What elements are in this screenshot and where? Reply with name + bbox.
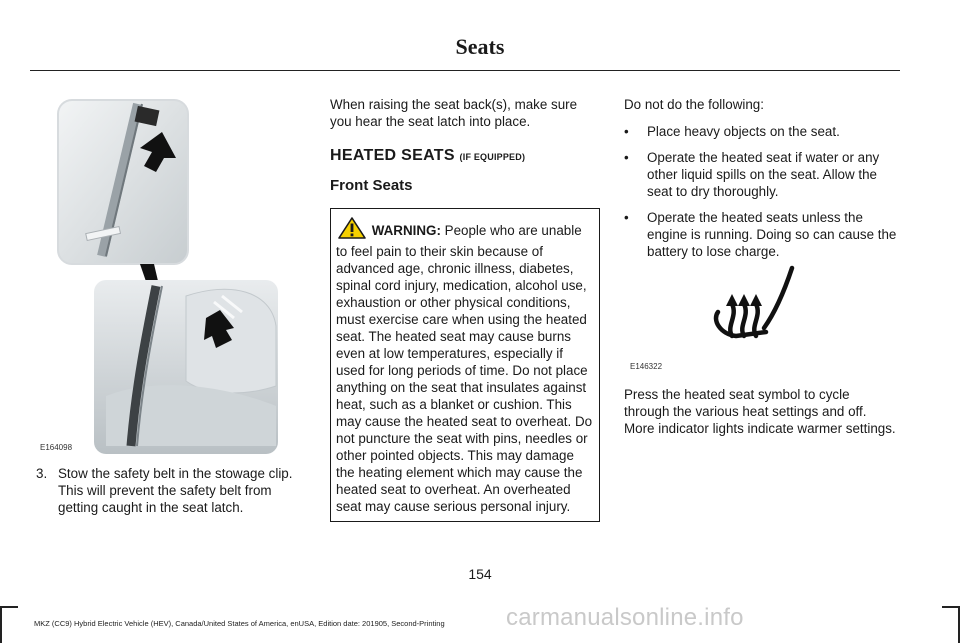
footer-edition: MKZ (CC9) Hybrid Electric Vehicle (HEV), Canada/United States of America, enUSA, Edition date: 201905, Second-Printing	[34, 619, 445, 628]
step-3	[36, 465, 306, 516]
heated-seats-heading	[330, 147, 600, 165]
right-column	[624, 96, 900, 269]
figure-code-right: E146322	[630, 362, 663, 371]
seat-back-note: When raising the seat back(s), make sure you hear the seat latch into place.	[330, 97, 578, 129]
warning-box	[330, 208, 600, 522]
heated-seat-instructions: Press the heated seat symbol to cycle through the various heat settings and off. More indicator lights indicate warmer settings.	[624, 387, 896, 436]
heading-main: HEATED SEATS	[330, 147, 455, 164]
front-seats-subheading: Front Seats	[330, 177, 413, 194]
bullet-glyph: •	[624, 150, 629, 165]
step-text: Stow the safety belt in the stowage clip. This will prevent the safety belt from getting caught in the seat latch.	[58, 466, 293, 515]
watermark: carmanualsonline.info	[506, 604, 744, 631]
header-rule	[30, 70, 900, 71]
list-item: • Place heavy objects on the seat.	[624, 124, 840, 139]
list-item: • Operate the heated seat if water or any other liquid spills on the seat. Allow the seat to dry thoroughly.	[624, 150, 880, 199]
bullet-glyph: •	[624, 210, 629, 225]
middle-column	[330, 96, 600, 522]
do-not-intro: Do not do the following:	[624, 97, 764, 112]
seatbelt-stowage-figure	[36, 96, 282, 458]
warning-text: People who are unable to feel pain to their skin because of advanced age, chronic illness, diabetes, spinal cord injury, medication, alcohol use, exhaustion or other physical conditions, must exercise care when using the heated seat. The heated seat may cause burns even at low temperatures, especially if used for long periods of time. Do not place anything on the seat that insulates against heat, such as a blanket or cushion. This may cause the heated seat to overheat. Do not puncture the seat with pins, needles or other pointed objects. This may damage the heating element which may cause the heated seat to overheat. An overheated seat may cause serious personal injury.	[336, 223, 593, 514]
warning-triangle-icon	[338, 217, 366, 243]
heated-seat-figure	[624, 262, 896, 374]
bullet-glyph: •	[624, 124, 629, 139]
step-number: 3.	[36, 466, 48, 481]
page-title: Seats	[455, 34, 505, 59]
heading-suffix: (IF EQUIPPED)	[459, 152, 526, 162]
figure-code-left: E164098	[40, 443, 73, 452]
heated-seat-icon	[624, 262, 896, 374]
warning-label: WARNING:	[371, 223, 441, 238]
crop-mark-left-h	[0, 606, 18, 608]
do-not-list	[624, 123, 900, 260]
page-number: 154	[468, 566, 492, 582]
crop-mark-left	[0, 606, 2, 643]
list-item: • Operate the heated seats unless the engine is running. Doing so can cause the battery to lose charge.	[624, 210, 897, 259]
crop-mark-right-h	[942, 606, 960, 608]
